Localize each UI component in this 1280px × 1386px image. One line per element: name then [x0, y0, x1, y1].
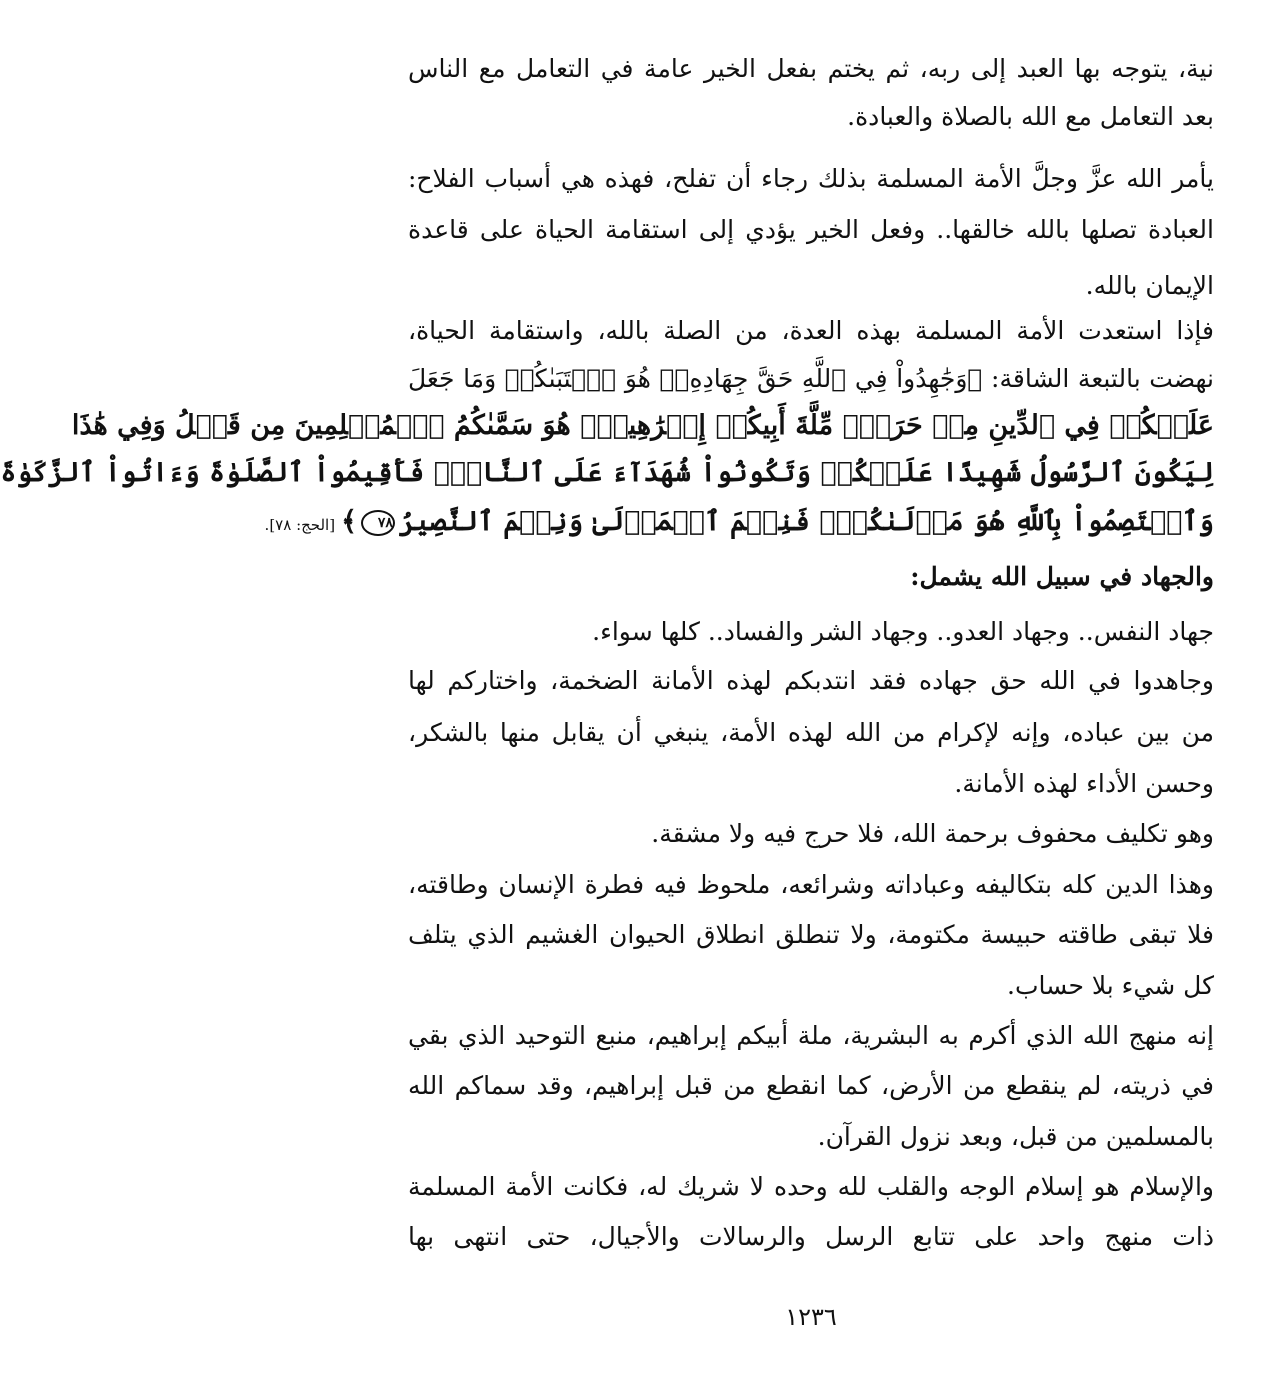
- text-line: من بين عباده، وإنه لإكرام من الله لهذه الأمة، ينبغي أن يقابل منها بالشكر،: [408, 718, 1214, 747]
- quran-line: عَلَيۡكُمۡ فِي ٱلدِّينِ مِنۡ حَرَجٖۚ مِّلَّةَ أَبِيكُمۡ إِبۡرَٰهِيمَۚ هُوَ سَمَّىٰكُمُ ٱلۡمُسۡلِمِينَ مِن قَبۡلُ وَفِي هَٰذَا: [71, 410, 1214, 441]
- text-line: إنه منهج الله الذي أكرم به البشرية، ملة أبيكم إبراهيم، منبع التوحيد الذي بقي: [408, 1021, 1214, 1050]
- text-line: في ذريته، لم ينقطع من الأرض، كما انقطع من قبل إبراهيم، وقد سماكم الله: [408, 1071, 1214, 1100]
- text-line: العبادة تصلها بالله خالقها.. وفعل الخير يؤدي إلى استقامة الحياة على قاعدة: [408, 215, 1214, 244]
- text-line: بعد التعامل مع الله بالصلاة والعبادة.: [847, 102, 1214, 131]
- text-line: جهاد النفس.. وجهاد العدو.. وجهاد الشر والفساد.. كلها سواء.: [592, 617, 1214, 646]
- text-line: كل شيء بلا حساب.: [1007, 971, 1214, 1000]
- quran-line: لِيَكُونَ ٱلرَّسُولُ شَهِيدًا عَلَيۡكُمۡ وَتَكُونُواْ شُهَدَآءَ عَلَى ٱلنَّاسِۚ فَأَقِيمُواْ ٱلصَّلَوٰةَ وَءَاتُواْ ٱلزَّكَوٰةَ: [0, 457, 1214, 488]
- verse-close-bracket: ﴾: [341, 506, 357, 537]
- text-line: والإسلام هو إسلام الوجه والقلب لله وحده لا شريك له، فكانت الأمة المسلمة: [408, 1172, 1214, 1201]
- page-body: [0, 48, 1214, 1338]
- text-line: فلا تبقى طاقته حبيسة مكتومة، ولا تنطلق انطلاق الحيوان الغشيم الذي يتلف: [408, 920, 1214, 949]
- text-line: نية، يتوجه بها العبد إلى ربه، ثم يختم بفعل الخير عامة في التعامل مع الناس: [408, 54, 1214, 83]
- verse-number-badge: ٧٨: [361, 510, 395, 536]
- page-number: ١٢٣٦: [785, 1303, 837, 1331]
- text-line: وهو تكليف محفوف برحمة الله، فلا حرج فيه ولا مشقة.: [651, 819, 1214, 848]
- quran-line-final: [264, 501, 1214, 543]
- text-line: وهذا الدين كله بتكاليفه وعباداته وشرائعه، ملحوظ فيه فطرة الإنسان وطاقته،: [408, 870, 1214, 899]
- text-line: يأمر الله عزَّ وجلَّ الأمة المسلمة بذلك رجاء أن تفلح، فهذه هي أسباب الفلاح:: [408, 164, 1214, 193]
- verse-reference: [الحج: ٧٨].: [264, 516, 336, 534]
- text-line: ذات منهج واحد على تتابع الرسل والرسالات والأجيال، حتى انتهى بها: [408, 1222, 1214, 1251]
- quran-verse-text: وَٱعۡتَصِمُواْ بِٱللَّهِ هُوَ مَوۡلَىٰكُمۡۖ فَنِعۡمَ ٱلۡمَوۡلَىٰ وَنِعۡمَ ٱلنَّصِيرُ: [398, 506, 1214, 537]
- text-line: نهضت بالتبعة الشاقة: ﴿وَجَٰهِدُواْ فِي ٱللَّهِ حَقَّ جِهَادِهِۦۚ هُوَ ٱجۡتَبَىٰكُمۡ وَمَا جَعَلَ: [408, 364, 1214, 393]
- text-line: بالمسلمين من قبل، وبعد نزول القرآن.: [817, 1122, 1214, 1151]
- text-line: الإيمان بالله.: [1085, 271, 1214, 300]
- section-heading: والجهاد في سبيل الله يشمل:: [910, 562, 1214, 591]
- text-line: وحسن الأداء لهذه الأمانة.: [954, 769, 1214, 798]
- text-line: وجاهدوا في الله حق جهاده فقد انتدبكم لهذه الأمانة الضخمة، واختاركم لها: [408, 666, 1214, 695]
- text-line: فإذا استعدت الأمة المسلمة بهذه العدة، من الصلة بالله، واستقامة الحياة،: [408, 316, 1214, 345]
